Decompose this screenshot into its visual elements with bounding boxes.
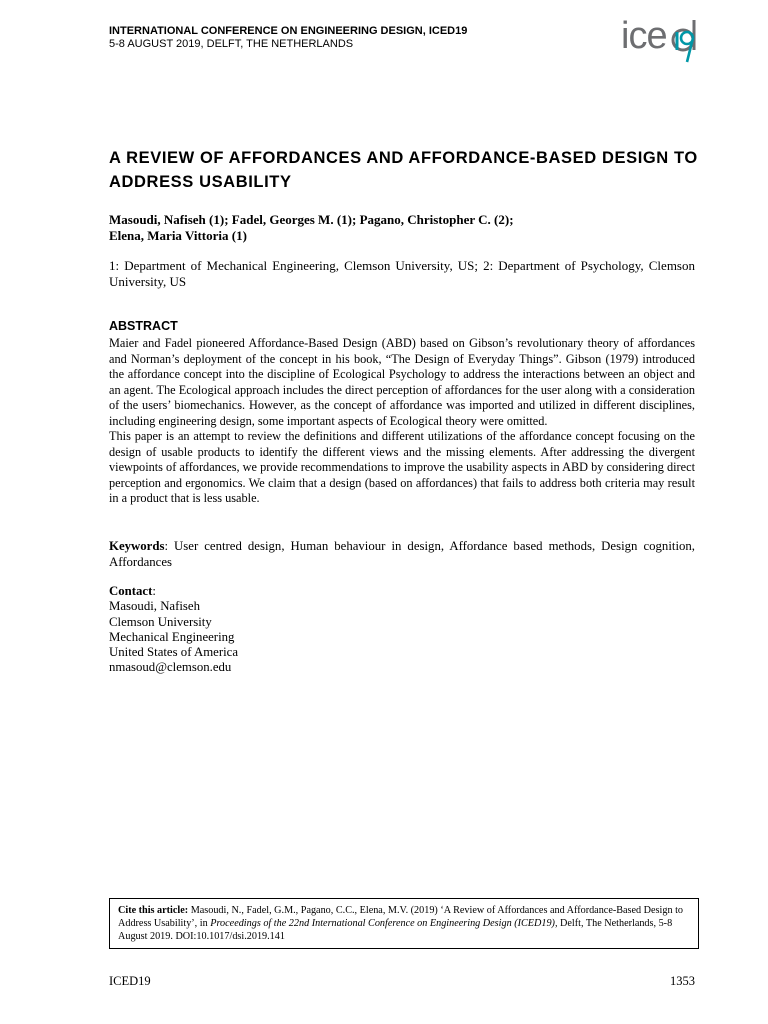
author-list: [109, 212, 669, 244]
keywords-label: Keywords: [109, 539, 165, 553]
abstract-heading: ABSTRACT: [109, 319, 178, 333]
contact-label: Contact: [109, 584, 153, 598]
citation-text-1: Masoudi, N., Fadel, G.M., Pagano, C.C., Elena, M.V. (2019) ‘A Review of Affordances and Affordance-Based Design to Address Usability’, in: [118, 905, 684, 929]
logo-d19-icon: [665, 18, 701, 64]
footer-conference: ICED19: [109, 974, 151, 988]
citation-proceedings: Proceedings of the 22nd International Conference on Engineering Design (ICED19),: [210, 918, 558, 929]
logo-text: ice: [621, 15, 667, 57]
affiliations: 1: Department of Mechanical Engineering, Clemson University, US; 2: Department of Psychology, Clemson University, US: [109, 258, 695, 289]
authors-line-2: Elena, Maria Vittoria (1): [109, 228, 247, 243]
conference-name: INTERNATIONAL CONFERENCE ON ENGINEERING DESIGN, ICED19: [109, 25, 468, 37]
contact-colon: :: [152, 584, 156, 598]
contact-institution: Clemson University: [109, 614, 212, 629]
contact-country: United States of America: [109, 645, 238, 660]
citation-box: [109, 898, 699, 949]
contact-department: Mechanical Engineering: [109, 629, 235, 644]
abstract-body: [109, 336, 695, 507]
citation-text-2: Delft, The Netherlands, 5-8 August 2019. DOI:10.1017/dsi.2019.141: [118, 918, 673, 942]
paper-title: A REVIEW OF AFFORDANCES AND AFFORDANCE-BASED DESIGN TO ADDRESS USABILITY: [109, 149, 698, 191]
authors-line-1: Masoudi, Nafiseh (1); Fadel, Georges M. (1); Pagano, Christopher C. (2);: [109, 212, 514, 227]
conference-header: [109, 25, 467, 51]
keywords-text: : User centred design, Human behaviour in design, Affordance based methods, Design cognition, Affordances: [109, 539, 695, 569]
abstract-paragraph-1: Maier and Fadel pioneered Affordance-Based Design (ABD) based on Gibson’s revolutionary theory of affordances and Norman’s deployment of the concept in his book, “The Design of Everyday Things”. Gibson (1979) introduced the affordance concept into the discipline of Ecological Psychology to address the interactions between an object and an agent. The Ecological approach includes the direct perception of affordances for the user along with a consideration of the users’ biomechanics. However, as the concept of affordance was imported and utilized in different disciplines, including engineering design, some important aspects of Ecological theory were omitted.: [109, 336, 695, 428]
conference-date: 5-8 AUGUST 2019, DELFT, THE NETHERLANDS: [109, 38, 354, 50]
iced19-logo: [621, 14, 703, 66]
page-number: 1353: [670, 974, 695, 988]
contact-name: Masoudi, Nafiseh: [109, 599, 200, 614]
citation-label: Cite this article:: [118, 905, 189, 916]
abstract-paragraph-2: This paper is an attempt to review the definitions and different utilizations of the affordance concept focusing on the design of usable products to identify the different views and the missing elements. After addressing the divergent viewpoints of affordances, we provide recommendations to improve the usability aspects in ABD by considering direct perception and ergonomics. We claim that a design (based on affordances) that fails to address both criteria may result in a product that is less usable.: [109, 429, 695, 505]
contact-email[interactable]: nmasoud@clemson.edu: [109, 660, 232, 675]
contact-block: [109, 584, 238, 676]
keywords: [109, 538, 695, 570]
